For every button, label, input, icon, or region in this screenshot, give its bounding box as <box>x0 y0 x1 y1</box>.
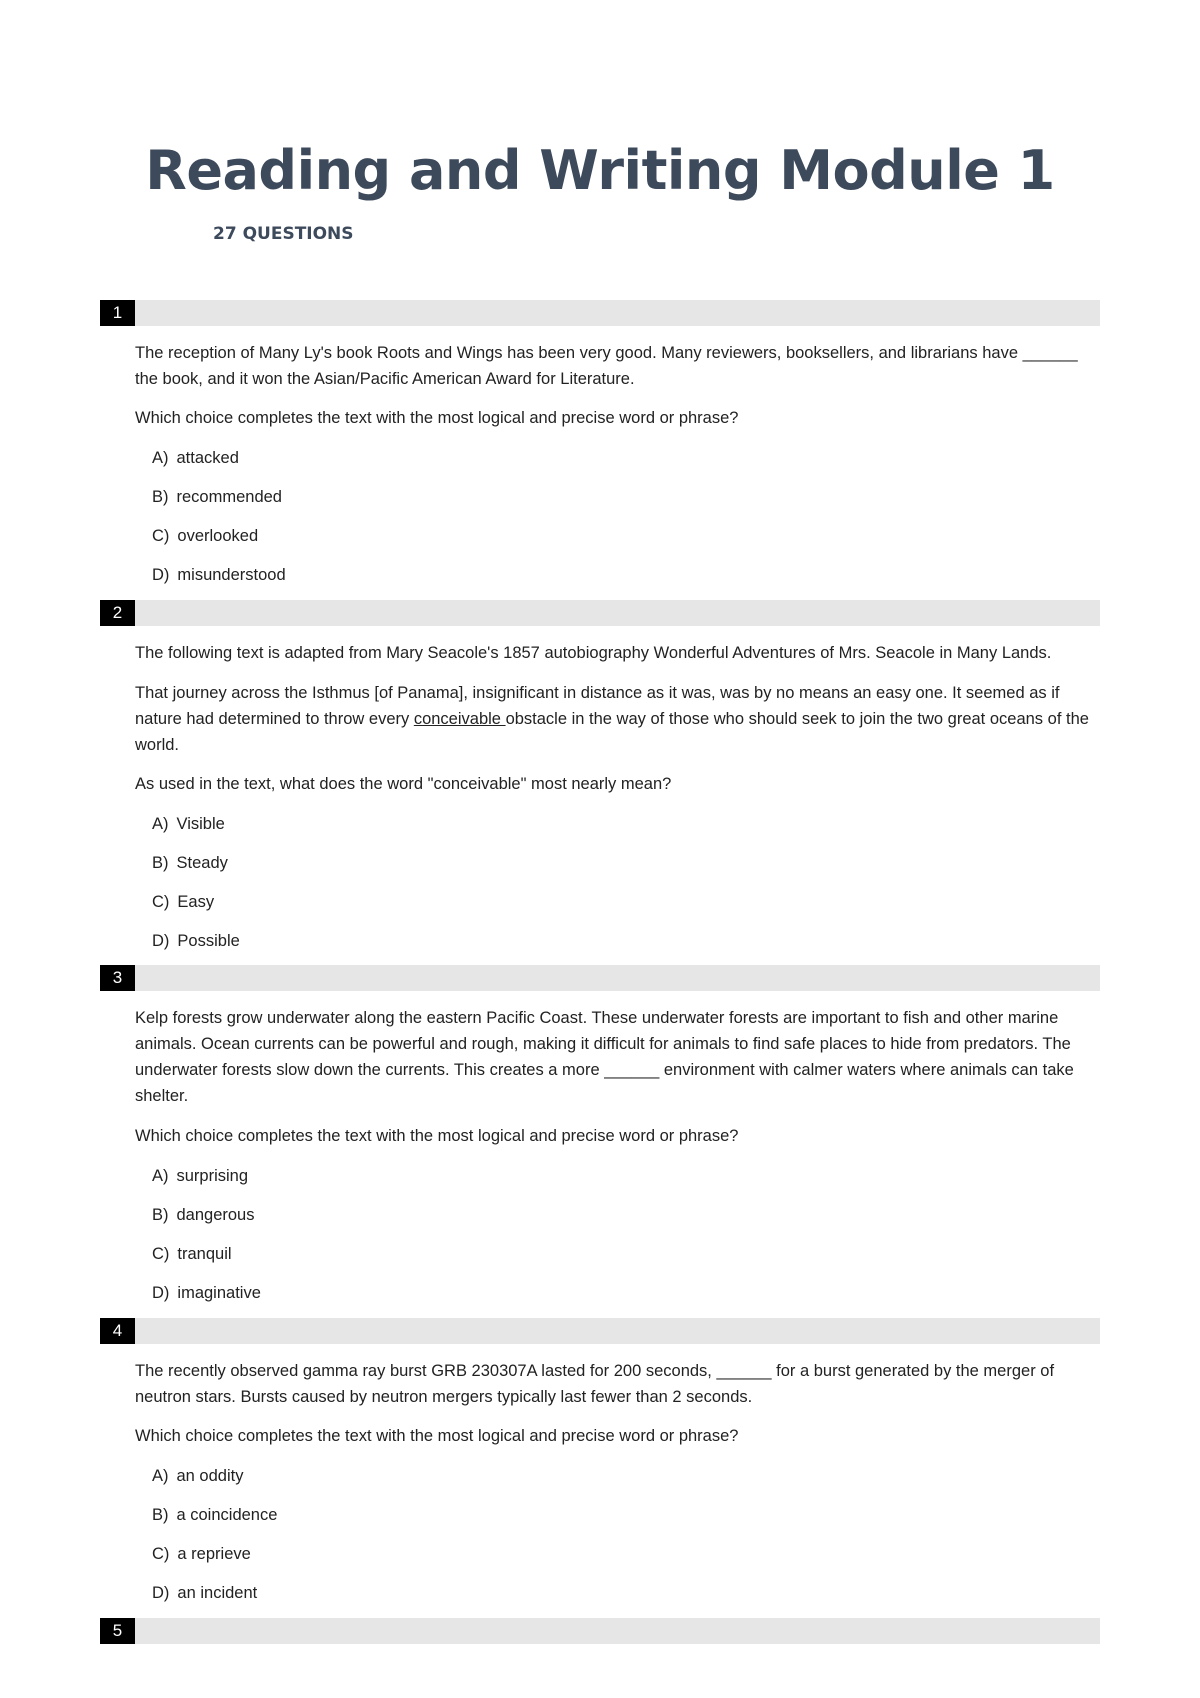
question-header-4 <box>100 1318 1100 1344</box>
answer-choice-c[interactable] <box>152 1241 232 1267</box>
choice-text: dangerous <box>176 1206 255 1224</box>
answer-choice-b[interactable] <box>152 850 228 876</box>
question-header-5 <box>100 1618 1100 1644</box>
answer-choice-d[interactable] <box>152 562 286 588</box>
page-title: Reading and Writing Module 1 <box>145 139 1055 202</box>
choice-text: Steady <box>176 854 228 872</box>
choice-text: an oddity <box>176 1467 244 1485</box>
answer-choice-a[interactable] <box>152 1163 248 1189</box>
question-intro: The following text is adapted from Mary Seacole's 1857 autobiography Wonderful Adventures of Mrs. Seacole in Many Lands. <box>135 644 1052 662</box>
choice-letter: C) <box>152 527 170 545</box>
passage-text: obstacle in the way of those who should seek to join the two great oceans of the world. <box>135 710 1089 754</box>
question-passage: Kelp forests grow underwater along the eastern Pacific Coast. These underwater forests are important to fish and other marine animals. Ocean currents can be powerful and rough, making it difficult for animals to find safe places to hide from predators. The underwater forests slow down the currents. This creates a more ______ environment with calmer waters where animals can take shelter. <box>135 1009 1074 1105</box>
question-number: 4 <box>100 1318 135 1344</box>
question-passage: The recently observed gamma ray burst GRB 230307A lasted for 200 seconds, ______ for a burst generated by the merger of neutron stars. Bursts caused by neutron mergers typically last fewer than 2 seconds. <box>135 1362 1055 1406</box>
choice-letter: D) <box>152 1284 170 1302</box>
choice-text: Possible <box>177 932 240 950</box>
answer-choice-c[interactable] <box>152 1541 251 1567</box>
answer-choice-b[interactable] <box>152 484 282 510</box>
question-number: 2 <box>100 600 135 626</box>
question-passage: The reception of Many Ly's book Roots and Wings has been very good. Many reviewers, booksellers, and librarians have ______ the book, and it won the Asian/Pacific American Award for Literature. <box>135 344 1078 388</box>
answer-choice-a[interactable] <box>152 445 239 471</box>
question-count: 27 QUESTIONS <box>213 224 354 244</box>
question-header-1 <box>100 300 1100 326</box>
choice-letter: B) <box>152 488 169 506</box>
choice-text: an incident <box>177 1584 258 1602</box>
question-number: 1 <box>100 300 135 326</box>
choice-text: tranquil <box>177 1245 232 1263</box>
answer-choice-c[interactable] <box>152 523 258 549</box>
choice-letter: D) <box>152 1584 170 1602</box>
choice-text: Visible <box>176 815 225 833</box>
choice-text: recommended <box>176 488 282 506</box>
answer-choice-a[interactable] <box>152 811 225 837</box>
choice-letter: C) <box>152 1545 170 1563</box>
choice-text: imaginative <box>177 1284 261 1302</box>
choice-letter: A) <box>152 449 169 467</box>
passage-text: That journey across the Isthmus [of Panama], insignificant in distance as it was, was by no means an easy one. It seemed as if nature had determined to throw every <box>135 684 1060 728</box>
answer-choice-b[interactable] <box>152 1502 277 1528</box>
answer-choice-d[interactable] <box>152 1580 257 1606</box>
choice-letter: C) <box>152 1245 170 1263</box>
choice-text: Easy <box>177 893 215 911</box>
choice-letter: D) <box>152 932 170 950</box>
choice-text: overlooked <box>177 527 259 545</box>
answer-choice-d[interactable] <box>152 1280 261 1306</box>
question-prompt: Which choice completes the text with the most logical and precise word or phrase? <box>135 1127 739 1145</box>
question-number: 5 <box>100 1618 135 1644</box>
question-header-2 <box>100 600 1100 626</box>
choice-letter: B) <box>152 1206 169 1224</box>
question-prompt: Which choice completes the text with the most logical and precise word or phrase? <box>135 1427 739 1445</box>
answer-choice-a[interactable] <box>152 1463 243 1489</box>
choice-text: a coincidence <box>176 1506 278 1524</box>
choice-letter: A) <box>152 1467 169 1485</box>
choice-letter: C) <box>152 893 170 911</box>
answer-choice-d[interactable] <box>152 928 240 954</box>
question-prompt: Which choice completes the text with the most logical and precise word or phrase? <box>135 409 739 427</box>
underlined-word: conceivable <box>413 710 506 728</box>
choice-text: misunderstood <box>177 566 286 584</box>
answer-choice-b[interactable] <box>152 1202 254 1228</box>
answer-choice-c[interactable] <box>152 889 214 915</box>
choice-letter: B) <box>152 854 169 872</box>
choice-text: attacked <box>176 449 239 467</box>
question-header-3 <box>100 965 1100 991</box>
choice-letter: D) <box>152 566 170 584</box>
question-number: 3 <box>100 965 135 991</box>
choice-letter: A) <box>152 815 169 833</box>
choice-text: a reprieve <box>177 1545 251 1563</box>
choice-letter: A) <box>152 1167 169 1185</box>
choice-text: surprising <box>176 1167 249 1185</box>
question-prompt: As used in the text, what does the word "conceivable" most nearly mean? <box>135 775 672 793</box>
question-passage <box>135 680 1100 758</box>
choice-letter: B) <box>152 1506 169 1524</box>
